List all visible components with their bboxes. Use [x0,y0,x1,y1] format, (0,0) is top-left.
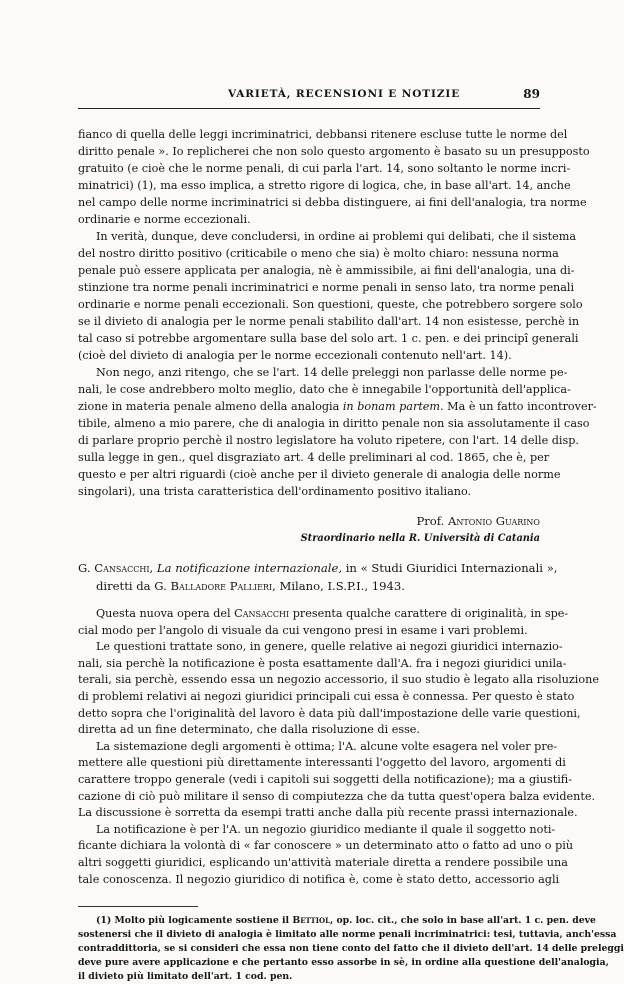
text-fragment: . Ma è un fatto incontrover- [440,400,597,413]
text-line: altri soggetti giuridici, esplicando un'attività materiale diretta a rendere possibile una [78,856,568,869]
review-author-surname: Cansacchi [94,561,150,575]
footnote-rule [78,906,198,907]
page-header [78,88,540,104]
footnote-line [78,914,596,928]
text-line: (cioè del divieto di analogia per le norme eccezionali contenuto nell'art. 14). [78,349,512,362]
footnote-text: , op. loc. cit., che solo in base all'art. 1 c. pen. deve [330,915,596,927]
text-fragment: zione in materia penale almeno della analogia [78,400,340,413]
footnote-author: Bettiol [292,915,330,927]
text-line: questo e per altri riguardi (cioè anche per il divieto generale di analogia delle norme [78,468,561,481]
footnote-line: sostenersi che il divieto di analogia è limitato alle norme penali incriminatrici: tesi, tuttavia, anch'essa [78,929,617,941]
review-publisher: , Milano, I.S.P.I., 1943. [272,579,405,593]
review-author-initial: G. [78,561,91,575]
text-line: nali, le cose andrebbero molto meglio, dato che è innegabile l'opportunità dell'applica- [78,383,571,396]
text-line: cial modo per l'angolo di visuale da cui vengono presi in esame i vari problemi. [78,623,528,637]
text-line-mixed [78,606,569,622]
review-citation-line-1: G. Cansacchi, La notificazione internazionale, in « Studi Giuridici Internazionali », [78,561,558,575]
text-line: tibile, almeno a mio parere, che di analogia in diritto penale non sia assolutamente il caso [78,417,590,430]
review-editors-prefix: diretti da G. [96,579,167,593]
page-number: 89 [523,87,540,101]
text-fragment: Questa nuova opera del [96,607,231,620]
text-line: minatrici) (1), ma esso implica, a stretto rigore di logica, che, in base all'art. 14, anche [78,179,571,192]
text-line: tal caso si potrebbe argomentare sulla base del solo art. 1 c. pen. e dei principî generali [78,332,579,345]
text-line: singolari), una trista caratteristica dell'ordinamento positivo italiano. [78,485,472,498]
signature-prefix: Prof. [416,514,445,528]
text-line: del nostro diritto positivo (criticabile o meno che sia) è molto chiaro: nessuna norma [78,247,559,260]
text-line: Non nego, anzi ritengo, che se l'art. 14 delle preleggi non parlasse delle norme pe- [96,366,568,379]
text-line: diretta ad un fine determinato, che dalla risoluzione di esse. [78,723,420,737]
author-reference: Cansacchi [234,607,290,620]
text-line: penale può essere applicata per analogia, nè è ammissibile, ai fini dell'analogia, una di- [78,264,575,277]
author-affiliation: Straordinario nella R. Università di Catania [300,533,540,544]
text-line: Le questioni trattate sono, in genere, quelle relative ai negozi giuridici internazio- [96,640,563,654]
text-line: carattere troppo generale (vedi i capitoli sui soggetti della notificazione); ma a giustifi- [78,773,573,786]
text-line: La sistemazione degli argomenti è ottima; l'A. alcune volte esagera nel voler pre- [96,739,558,753]
text-line: nali, sia perchè la notificazione è posta esattamente dall'A. fra i negozi giuridici unila- [78,656,567,670]
text-line: di problemi relativi ai negozi giuridici principali cui essa è connessa. Per questo è stato [78,690,575,703]
text-line: cazione di ciò può militare il senso di compiutezza che da tutta quest'opera balza evidente. [78,789,595,803]
review-editor-name: Balladore Pallieri [170,579,273,593]
text-line: gratuito (e cioè che le norme penali, di cui parla l'art. 14, sono soltanto le norme incri- [78,162,571,175]
text-line: ordinarie e norme eccezionali. [78,213,251,226]
latin-phrase: in bonam partem [342,400,441,413]
text-line: nel campo delle norme incriminatrici si debba distinguere, ai fini dell'analogia, tra norme [78,196,587,209]
footnote-line: deve pure avere applicazione e che pertanto esso assorbe in sè, in ordine alla questione dell'analogia, [78,957,609,969]
text-fragment: presenta qualche carattere di originalità, in spe- [292,607,569,620]
text-line: La discussione è sorretta da esempi tratti anche dalla più recente prassi internazionale. [78,806,578,820]
text-line: In verità, dunque, deve concludersi, in ordine ai problemi qui delibati, che il sistema [96,230,577,243]
text-line: stinzione tra norme penali incriminatrici e norme penali in senso lato, tra norme penali [78,281,575,294]
review-series: in « Studi Giuridici Internazionali », [345,561,558,575]
text-line: tale conoscenza. Il negozio giuridico di notifica è, come è stato detto, accessorio agli [78,872,560,886]
text-line: La notificazione è per l'A. un negozio giuridico mediante il quale il soggetto noti- [96,822,556,836]
text-line: di parlare proprio perchè il nostro legislatore ha voluto ripetere, con l'art. 14 delle disp. [78,434,579,447]
footnote-text: (1) Molto più logicamente sostiene il [96,915,290,927]
footnote-line: il divieto più limitato dell'art. 1 cod. pen. [78,971,293,983]
header-rule [78,108,540,109]
text-line: mettere alle questioni più direttamente interessanti l'oggetto del lavoro, argomenti di [78,756,566,770]
text-line: se il divieto di analogia per le norme penali stabilito dall'art. 14 non esistesse, perchè in [78,315,580,328]
footnote-line: contraddittoria, se si consideri che essa non tiene conto del fatto che il divieto dell'art. 14 delle preleggi [78,943,624,955]
text-line: sulla legge in gen., quel disgraziato art. 4 delle preliminari al cod. 1865, che è, per [78,451,550,464]
text-line: terali, sia perchè, essendo essa un negozio accessorio, il suo studio è legato alla risoluzione [78,673,599,687]
text-line: ordinarie e norme penali eccezionali. Son questioni, queste, che potrebbero sorgere solo [78,298,583,311]
text-line: fianco di quella delle leggi incriminatrici, debbansi ritenere escluse tutte le norme del [78,128,568,141]
running-title: VARIETÀ, RECENSIONI E NOTIZIE [228,88,461,100]
text-line: diritto penale ». Io replicherei che non solo questo argomento è basato su un presupposto [78,145,590,158]
author-name: Antonio Guarino [448,514,540,528]
signature [416,514,540,528]
review-book-title: La notificazione internazionale, [156,561,343,575]
text-line: ficante dichiara la volontà di « far conoscere » un determinato atto o fatto ad uno o più [78,839,574,853]
text-line-mixed [78,399,597,415]
review-citation-line-2 [96,578,540,595]
text-line: detto sopra che l'originalità del lavoro è data più dall'impostazione delle varie questioni, [78,706,581,720]
